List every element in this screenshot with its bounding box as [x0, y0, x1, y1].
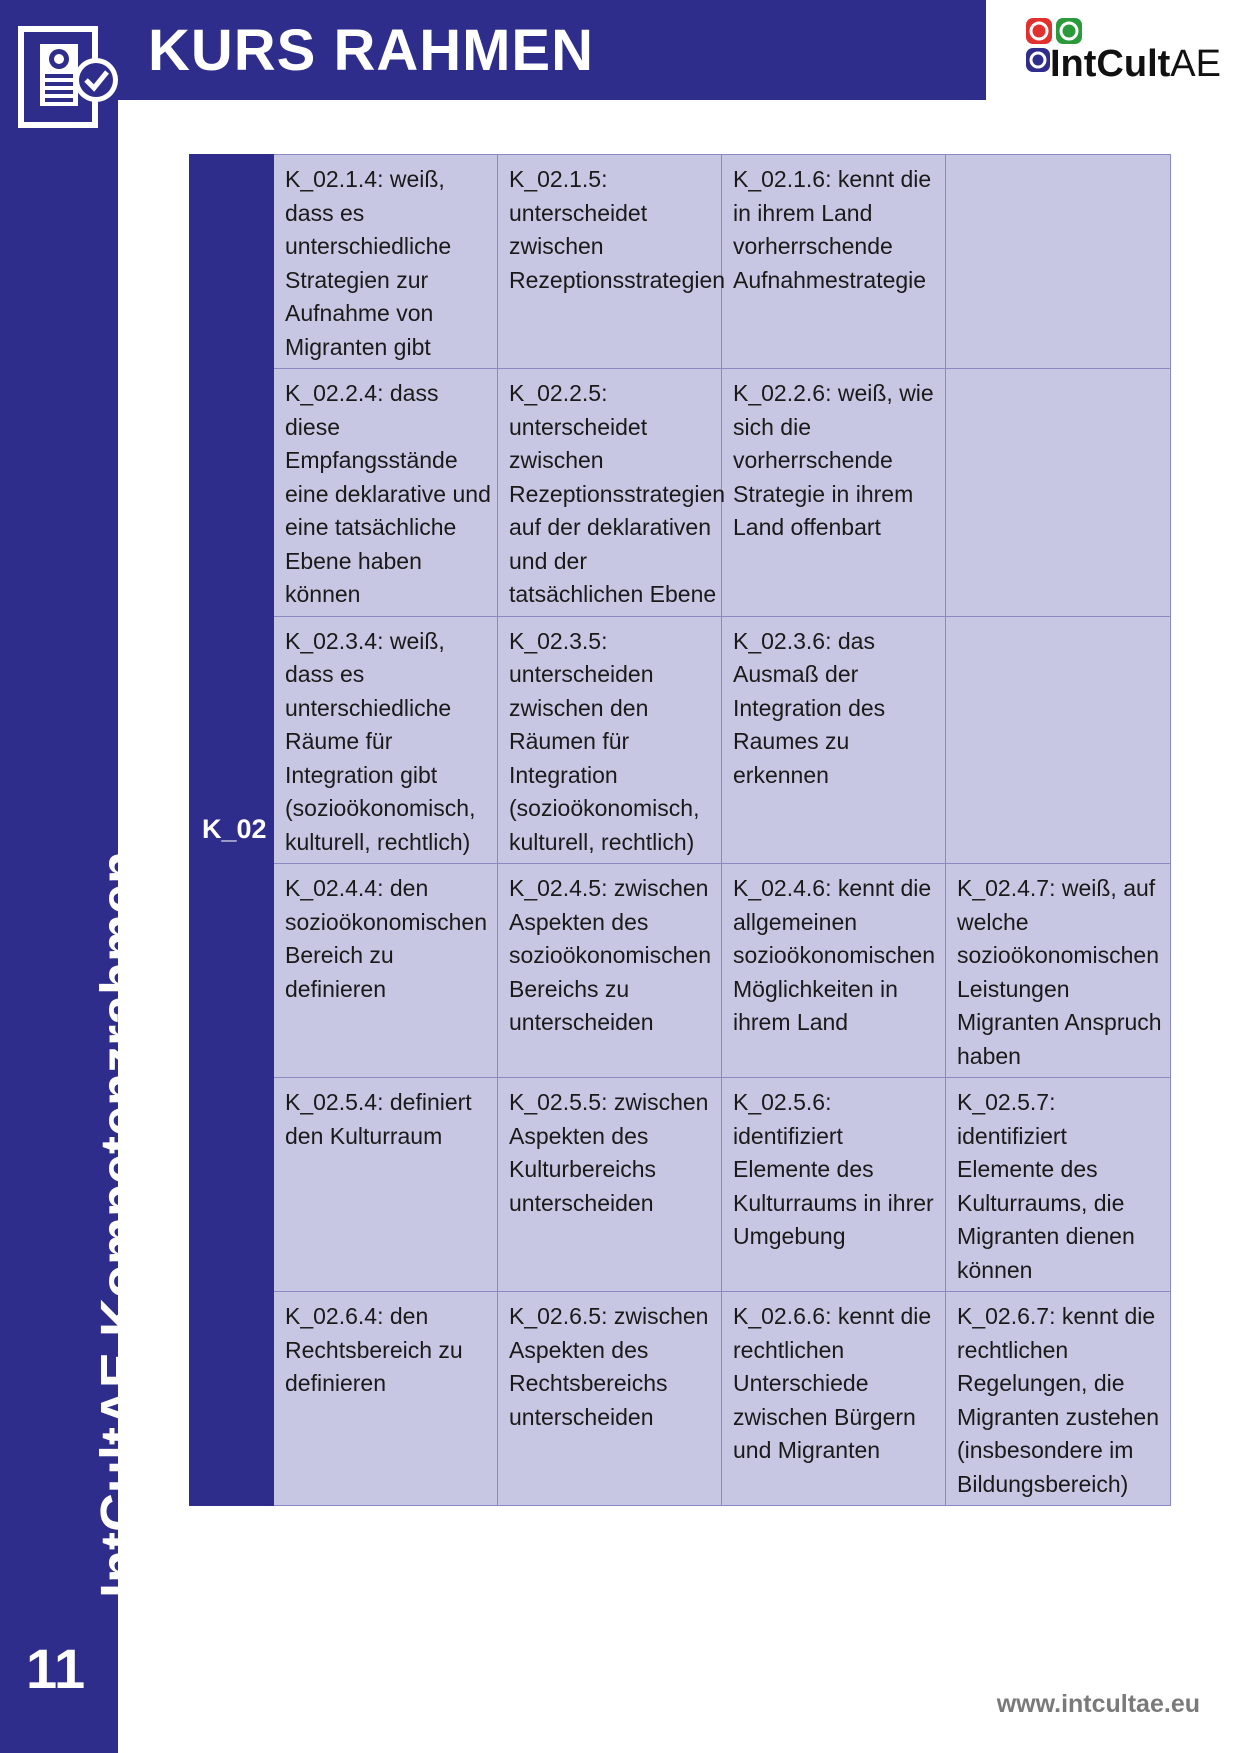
table-cell: K_02.2.5: unterscheidet zwischen Rezeptionsstrategien auf der deklarativen und der tatsächlichen Ebene [498, 369, 722, 617]
logo-text: IntCultAE [1050, 43, 1221, 85]
page-title: KURS RAHMEN [148, 18, 594, 83]
table-row [190, 864, 1171, 1078]
table-row [190, 1292, 1171, 1506]
table-cell: K_02.2.6: weiß, wie sich die vorherrschende Strategie in ihrem Land offenbart [722, 369, 946, 617]
table-cell: K_02.6.7: kennt die rechtlichen Regelungen, die Migranten zustehen (insbesondere im Bildungsbereich) [946, 1292, 1171, 1506]
table-cell: K_02.5.4: definiert den Kulturraum [274, 1078, 498, 1292]
table-cell: K_02.4.6: kennt die allgemeinen sozioökonomischen Möglichkeiten in ihrem Land [722, 864, 946, 1078]
table-row [190, 155, 1171, 369]
table-cell: K_02.4.7: weiß, auf welche sozioökonomischen Leistungen Migranten Anspruch haben [946, 864, 1171, 1078]
table-cell: K_02.2.4: dass diese Empfangsstände eine deklarative und eine tatsächliche Ebene haben können [274, 369, 498, 617]
document-check-icon [18, 26, 118, 130]
table-cell: K_02.6.5: zwischen Aspekten des Rechtsbereichs unterscheiden [498, 1292, 722, 1506]
table-row [190, 616, 1171, 864]
table-cell: K_02.5.7: identifiziert Elemente des Kulturraums, die Migranten dienen können [946, 1078, 1171, 1292]
table-cell: K_02.3.5: unterscheiden zwischen den Räumen für Integration (sozioökonomisch, kulturell, rechtlich) [498, 616, 722, 864]
table-cell: K_02.1.6: kennt die in ihrem Land vorherrschende Aufnahmestrategie [722, 155, 946, 369]
table-row [190, 1078, 1171, 1292]
table-cell: K_02.1.4: weiß, dass es unterschiedliche Strategien zur Aufnahme von Migranten gibt [274, 155, 498, 369]
table-cell: K_02.5.5: zwischen Aspekten des Kulturbereichs unterscheiden [498, 1078, 722, 1292]
table-cell: K_02.3.6: das Ausmaß der Integration des Raumes zu erkennen [722, 616, 946, 864]
row-header-cell: K_02 [190, 155, 274, 1506]
table-cell: K_02.3.4: weiß, dass es unterschiedliche Räume für Integration gibt (sozioökonomisch, kulturell, rechtlich) [274, 616, 498, 864]
table-row [190, 369, 1171, 617]
vertical-title: IntCultAE Kompetenzrahmen [90, 850, 150, 1598]
table-cell: K_02.1.5: unterscheidet zwischen Rezeptionsstrategien [498, 155, 722, 369]
table-cell [946, 369, 1171, 617]
table-cell: K_02.6.6: kennt die rechtlichen Unterschiede zwischen Bürgern und Migranten [722, 1292, 946, 1506]
page-number: 11 [26, 1637, 86, 1700]
footer-url[interactable]: www.intcultae.eu [996, 1690, 1200, 1718]
table-body [190, 155, 1171, 1506]
table-cell: K_02.4.5: zwischen Aspekten des sozioökonomischen Bereichs zu unterscheiden [498, 864, 722, 1078]
table-cell: K_02.4.4: den sozioökonomischen Bereich zu definieren [274, 864, 498, 1078]
table-cell: K_02.6.4: den Rechtsbereich zu definieren [274, 1292, 498, 1506]
table-cell: K_02.5.6: identifiziert Elemente des Kulturraums in ihrer Umgebung [722, 1078, 946, 1292]
competence-table [189, 154, 1171, 1506]
table-cell [946, 155, 1171, 369]
table-cell [946, 616, 1171, 864]
